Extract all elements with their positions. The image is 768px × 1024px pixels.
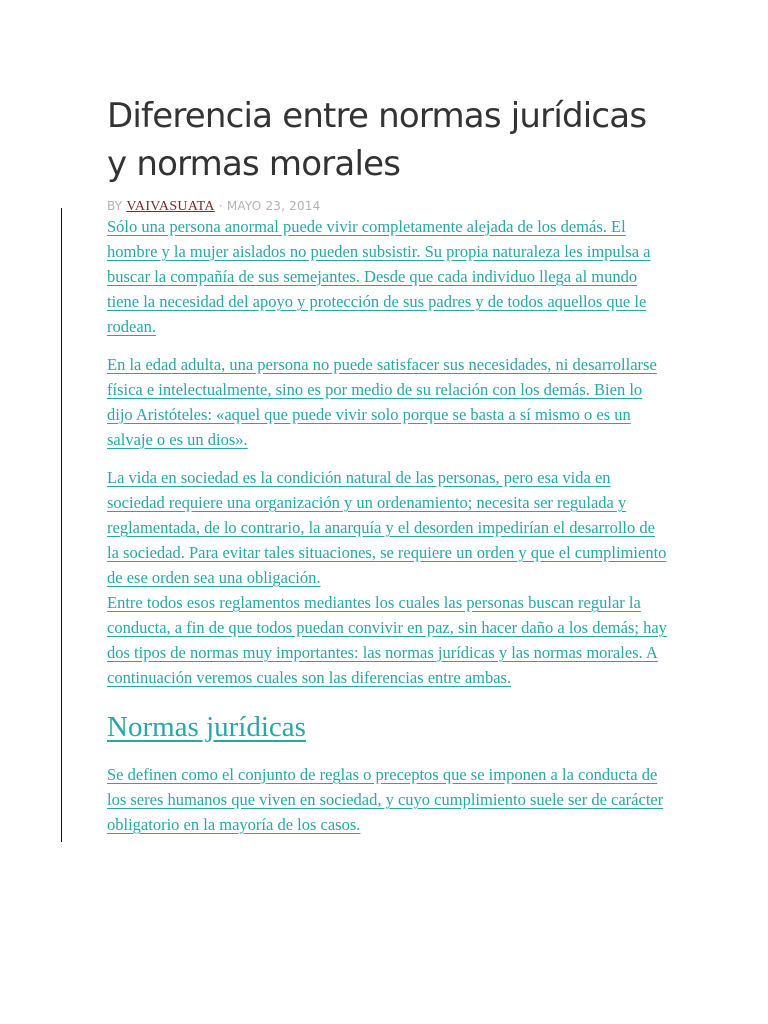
article-body: [107, 214, 667, 837]
paragraph-2[interactable]: [107, 352, 667, 452]
article-meta: [107, 198, 667, 214]
paragraph-3-text[interactable]: La vida en sociedad es la condición natural de las personas, pero esa vida en sociedad requiere una organización y un ordenamiento; necesita ser regulada y reglamentada, de lo contrario, la anarquía y el desorden impedirían el desarrollo de la sociedad. Para evitar tales situaciones, se requiere un orden y que el cumplimiento de ese orden sea una obligación.: [107, 468, 667, 587]
section-paragraph[interactable]: [107, 762, 667, 837]
article-title: Diferencia entre normas jurídicas y normas morales: [107, 96, 647, 184]
section-heading-text[interactable]: Normas jurídicas: [107, 711, 306, 743]
meta-separator: ·: [218, 199, 223, 213]
paragraph-4-text[interactable]: Entre todos esos reglamentos mediantes los cuales las personas buscan regular la conducta, a fin de que todos puedan convivir en paz, sin hacer daño a los demás; hay dos tipos de normas muy importantes: las normas jurídicas y las normas morales. A continuación veremos cuales son las diferencias entre ambas.: [107, 593, 667, 687]
section-heading[interactable]: [107, 709, 667, 745]
left-edge-rule: [61, 208, 62, 842]
author-link[interactable]: VAIVASUATA: [126, 199, 215, 214]
by-label: BY: [107, 199, 123, 213]
publish-date: MAYO 23, 2014: [226, 199, 321, 213]
paragraph-4[interactable]: [107, 590, 667, 690]
paragraph-1[interactable]: [107, 214, 667, 339]
paragraph-3[interactable]: [107, 465, 667, 590]
paragraph-2-text[interactable]: En la edad adulta, una persona no puede satisfacer sus necesidades, ni desarrollarse física e intelectualmente, sino es por medio de su relación con los demás. Bien lo dijo Aristóteles: «aquel que puede vivir solo porque se basta a sí mismo o es un salvaje o es un dios».: [107, 355, 657, 449]
paragraph-1-text[interactable]: Sólo una persona anormal puede vivir completamente alejada de los demás. El hombre y la mujer aislados no pueden subsistir. Su propia naturaleza les impulsa a buscar la compañía de sus semejantes. Desde que cada individuo llega al mundo tiene la necesidad del apoyo y protección de sus padres y de todos aquellos que le rodean.: [107, 217, 651, 336]
article: [107, 92, 667, 837]
section-paragraph-text[interactable]: Se definen como el conjunto de reglas o preceptos que se imponen a la conducta de los seres humanos que viven en sociedad, y cuyo cumplimiento suele ser de carácter obligatorio en la mayoría de los casos.: [107, 765, 664, 834]
